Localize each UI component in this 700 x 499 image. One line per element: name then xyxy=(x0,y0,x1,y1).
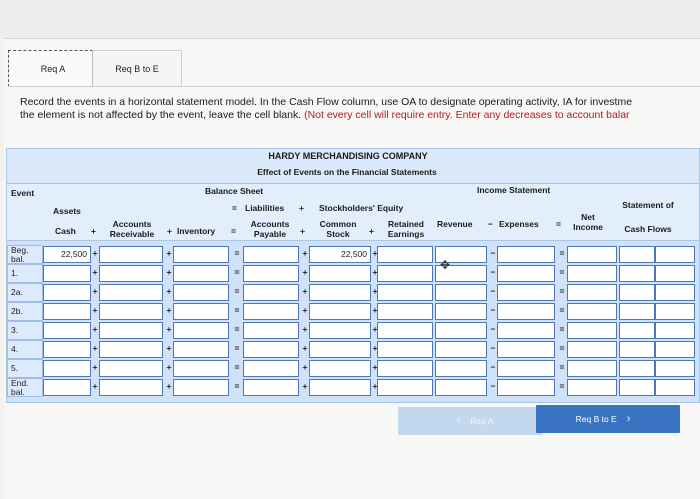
cell-scf1[interactable] xyxy=(619,341,655,358)
balance-sheet-header: Balance Sheet xyxy=(205,186,264,196)
operator: + xyxy=(92,343,98,353)
cell-ar[interactable] xyxy=(99,379,163,396)
operator: + xyxy=(372,381,378,391)
expenses-header: Expenses xyxy=(499,219,539,229)
event-header: Event xyxy=(11,188,35,198)
cell-scf2[interactable] xyxy=(655,284,695,301)
cell-scf2[interactable] xyxy=(655,379,695,396)
operator: = xyxy=(234,305,240,315)
operator: = xyxy=(234,381,240,391)
operator: + xyxy=(166,286,172,296)
cell-ap[interactable] xyxy=(243,265,299,282)
cell-exp[interactable] xyxy=(497,265,555,282)
cell-rev[interactable] xyxy=(435,379,487,396)
cell-ar[interactable] xyxy=(99,303,163,320)
cell-re[interactable] xyxy=(377,284,433,301)
cell-re[interactable] xyxy=(377,303,433,320)
cell-ar[interactable] xyxy=(99,284,163,301)
cell-scf2[interactable] xyxy=(655,341,695,358)
cell-inv[interactable] xyxy=(173,360,229,377)
row-label: 4. xyxy=(7,340,43,359)
operator: − xyxy=(490,362,496,372)
cell-exp[interactable] xyxy=(497,341,555,358)
instructions xyxy=(20,96,700,122)
cell-ni[interactable] xyxy=(567,246,617,263)
plus-op-h3: + xyxy=(167,226,172,236)
cell-cash[interactable] xyxy=(43,379,91,396)
cell-rev[interactable] xyxy=(435,284,487,301)
operator: + xyxy=(166,324,172,334)
accounts-payable-header: Accounts Payable xyxy=(250,219,290,239)
cell-scf1[interactable] xyxy=(619,246,655,263)
operator: + xyxy=(166,362,172,372)
cell-exp[interactable] xyxy=(497,284,555,301)
table-row xyxy=(7,245,699,264)
cell-scf1[interactable] xyxy=(619,303,655,320)
operator: + xyxy=(302,381,308,391)
cell-inv[interactable] xyxy=(173,284,229,301)
plus-op-h4: + xyxy=(300,226,305,236)
operator: + xyxy=(372,286,378,296)
operator: + xyxy=(166,343,172,353)
operator: + xyxy=(372,343,378,353)
instructions-line1: Record the events in a horizontal statement model. In the Cash Flow column, use OA to designate operating activity, IA for investme xyxy=(20,96,633,108)
next-button[interactable] xyxy=(536,405,680,433)
cell-exp[interactable] xyxy=(497,322,555,339)
cell-re[interactable] xyxy=(377,341,433,358)
instructions-note: (Not every cell will require entry. Enter any decreases to account balar xyxy=(304,109,630,121)
cell-scf2[interactable] xyxy=(655,265,695,282)
cell-scf1[interactable] xyxy=(619,322,655,339)
row-label: Beg. bal. xyxy=(7,245,43,264)
move-cursor-icon: ✥ xyxy=(440,258,451,272)
cell-inv[interactable] xyxy=(173,246,229,263)
next-button-label: Req B to E xyxy=(575,414,617,424)
cell-ni[interactable] xyxy=(567,379,617,396)
cell-inv[interactable] xyxy=(173,322,229,339)
row-label: 5. xyxy=(7,359,43,378)
tab-req-b-to-e[interactable]: Req B to E xyxy=(92,50,182,87)
operator: + xyxy=(302,324,308,334)
cell-ni[interactable] xyxy=(567,265,617,282)
operator: = xyxy=(559,267,565,277)
liabilities-header: Liabilities xyxy=(245,203,285,213)
table-row xyxy=(7,302,699,321)
operator: = xyxy=(234,362,240,372)
operator: − xyxy=(490,267,496,277)
cell-cash[interactable] xyxy=(43,322,91,339)
cash-flows-header: Cash Flows xyxy=(624,224,672,234)
instructions-line2-text: the element is not affected by the event, leave the cell blank. xyxy=(20,109,305,121)
cell-common_stock[interactable] xyxy=(309,379,371,396)
revenue-header: Revenue xyxy=(437,219,473,229)
cell-rev[interactable] xyxy=(435,322,487,339)
accounts-receivable-header: Accounts Receivable xyxy=(109,219,155,239)
cell-common_stock[interactable] xyxy=(309,284,371,301)
table-row xyxy=(7,378,699,397)
cell-cash[interactable]: 22,500 xyxy=(43,246,91,263)
stockholders-equity-header: Stockholders' Equity xyxy=(319,203,404,213)
cell-ap[interactable] xyxy=(243,284,299,301)
operator: = xyxy=(234,324,240,334)
cell-ar[interactable] xyxy=(99,360,163,377)
operator: + xyxy=(166,381,172,391)
operator: + xyxy=(302,362,308,372)
cell-inv[interactable] xyxy=(173,265,229,282)
operator: + xyxy=(302,286,308,296)
cell-ap[interactable] xyxy=(243,341,299,358)
company-name: HARDY MERCHANDISING COMPANY xyxy=(268,151,428,161)
cell-scf2[interactable] xyxy=(655,303,695,320)
operator: = xyxy=(559,381,565,391)
row-label: 1. xyxy=(7,264,43,283)
prev-button[interactable] xyxy=(398,407,542,435)
statement-table xyxy=(6,148,700,403)
table-header xyxy=(7,183,699,241)
plus-op-h2: + xyxy=(91,226,96,236)
cell-common_stock[interactable] xyxy=(309,303,371,320)
cell-scf2[interactable] xyxy=(655,246,695,263)
row-label: End. bal. xyxy=(7,378,43,397)
table-row xyxy=(7,321,699,340)
operator: = xyxy=(559,343,565,353)
assets-header: Assets xyxy=(53,206,81,216)
operator: + xyxy=(372,305,378,315)
cell-common_stock[interactable] xyxy=(309,360,371,377)
operator: − xyxy=(490,381,496,391)
cell-ap[interactable] xyxy=(243,360,299,377)
operator: + xyxy=(92,362,98,372)
operator: − xyxy=(490,248,496,258)
cell-scf1[interactable] xyxy=(619,360,655,377)
operator: + xyxy=(302,248,308,258)
row-label: 2a. xyxy=(7,283,43,302)
operator: − xyxy=(490,343,496,353)
operator: = xyxy=(234,267,240,277)
operator: + xyxy=(92,324,98,334)
cell-scf1[interactable] xyxy=(619,265,655,282)
cell-exp[interactable] xyxy=(497,303,555,320)
prev-button-label: Req A xyxy=(470,416,494,426)
cell-ap[interactable] xyxy=(243,322,299,339)
operator: = xyxy=(234,248,240,258)
operator: − xyxy=(490,305,496,315)
minus-op-h: − xyxy=(488,219,493,229)
cell-rev[interactable] xyxy=(435,341,487,358)
row-label: 3. xyxy=(7,321,43,340)
operator: + xyxy=(372,362,378,372)
cell-exp[interactable] xyxy=(497,246,555,263)
cell-re[interactable] xyxy=(377,322,433,339)
cell-scf1[interactable] xyxy=(619,379,655,396)
operator: = xyxy=(559,362,565,372)
cell-exp[interactable] xyxy=(497,379,555,396)
cell-ar[interactable] xyxy=(99,246,163,263)
inventory-header: Inventory xyxy=(177,226,216,236)
operator: + xyxy=(302,343,308,353)
cell-exp[interactable] xyxy=(497,360,555,377)
common-stock-header: Common Stock xyxy=(319,219,357,239)
operator: + xyxy=(166,305,172,315)
operator: = xyxy=(559,286,565,296)
operator: − xyxy=(490,324,496,334)
cell-inv[interactable] xyxy=(173,379,229,396)
cell-ap[interactable] xyxy=(243,246,299,263)
cell-ni[interactable] xyxy=(567,284,617,301)
cell-inv[interactable] xyxy=(173,341,229,358)
operator: = xyxy=(559,324,565,334)
operator: = xyxy=(559,248,565,258)
tab-req-a[interactable]: Req A xyxy=(8,50,98,87)
eq-op-3: = xyxy=(556,219,561,229)
cell-cash[interactable] xyxy=(43,303,91,320)
statement-of-cash-flows-top: Statement of xyxy=(622,200,674,210)
operator: + xyxy=(372,248,378,258)
cell-ni[interactable] xyxy=(567,360,617,377)
row-label: 2b. xyxy=(7,302,43,321)
cell-ar[interactable] xyxy=(99,322,163,339)
operator: + xyxy=(166,267,172,277)
cell-ap[interactable] xyxy=(243,379,299,396)
operator: + xyxy=(92,305,98,315)
cell-re[interactable] xyxy=(377,379,433,396)
cell-cash[interactable] xyxy=(43,284,91,301)
operator: + xyxy=(302,305,308,315)
operator: + xyxy=(92,381,98,391)
plus-op-h5: + xyxy=(369,226,374,236)
cell-scf2[interactable] xyxy=(655,360,695,377)
cell-ni[interactable] xyxy=(567,322,617,339)
table-row xyxy=(7,264,699,283)
operator: + xyxy=(372,324,378,334)
table-row xyxy=(7,283,699,302)
cell-ni[interactable] xyxy=(567,341,617,358)
operator: + xyxy=(92,248,98,258)
operator: + xyxy=(92,267,98,277)
table-subtitle: Effect of Events on the Financial Statements xyxy=(257,167,437,177)
cell-common_stock[interactable] xyxy=(309,265,371,282)
income-statement-header: Income Statement xyxy=(477,185,551,195)
cell-ni[interactable] xyxy=(567,303,617,320)
table-row xyxy=(7,359,699,378)
cell-rev[interactable] xyxy=(435,360,487,377)
cash-header: Cash xyxy=(55,226,76,236)
instructions-line2 xyxy=(20,109,700,122)
tab-divider xyxy=(8,86,700,87)
operator: + xyxy=(92,286,98,296)
cell-cash[interactable] xyxy=(43,265,91,282)
cell-re[interactable] xyxy=(377,246,433,263)
eq-op-2: = xyxy=(231,226,236,236)
operator: + xyxy=(166,248,172,258)
plus-op-h1: + xyxy=(299,203,304,213)
cell-re[interactable] xyxy=(377,265,433,282)
eq-op-1: = xyxy=(232,203,237,213)
table-row xyxy=(7,340,699,359)
cell-cash[interactable] xyxy=(43,360,91,377)
top-band xyxy=(0,0,700,38)
cell-cash[interactable] xyxy=(43,341,91,358)
cell-rev[interactable] xyxy=(435,303,487,320)
table-title-bar xyxy=(7,149,699,183)
cell-common_stock[interactable] xyxy=(309,322,371,339)
operator: = xyxy=(559,305,565,315)
cell-ap[interactable] xyxy=(243,303,299,320)
cell-common_stock[interactable]: 22,500 xyxy=(309,246,371,263)
chevron-right-icon: › xyxy=(626,413,631,425)
operator: = xyxy=(234,286,240,296)
cell-re[interactable] xyxy=(377,360,433,377)
cell-inv[interactable] xyxy=(173,303,229,320)
operator: + xyxy=(372,267,378,277)
chevron-left-icon: ‹ xyxy=(456,415,461,427)
retained-earnings-header: Retained Earnings xyxy=(387,219,425,239)
cell-scf2[interactable] xyxy=(655,322,695,339)
cell-scf1[interactable] xyxy=(619,284,655,301)
cell-common_stock[interactable] xyxy=(309,341,371,358)
operator: = xyxy=(234,343,240,353)
operator: − xyxy=(490,286,496,296)
cell-ar[interactable] xyxy=(99,265,163,282)
cell-ar[interactable] xyxy=(99,341,163,358)
net-income-header: Net Income xyxy=(573,212,603,232)
operator: + xyxy=(302,267,308,277)
